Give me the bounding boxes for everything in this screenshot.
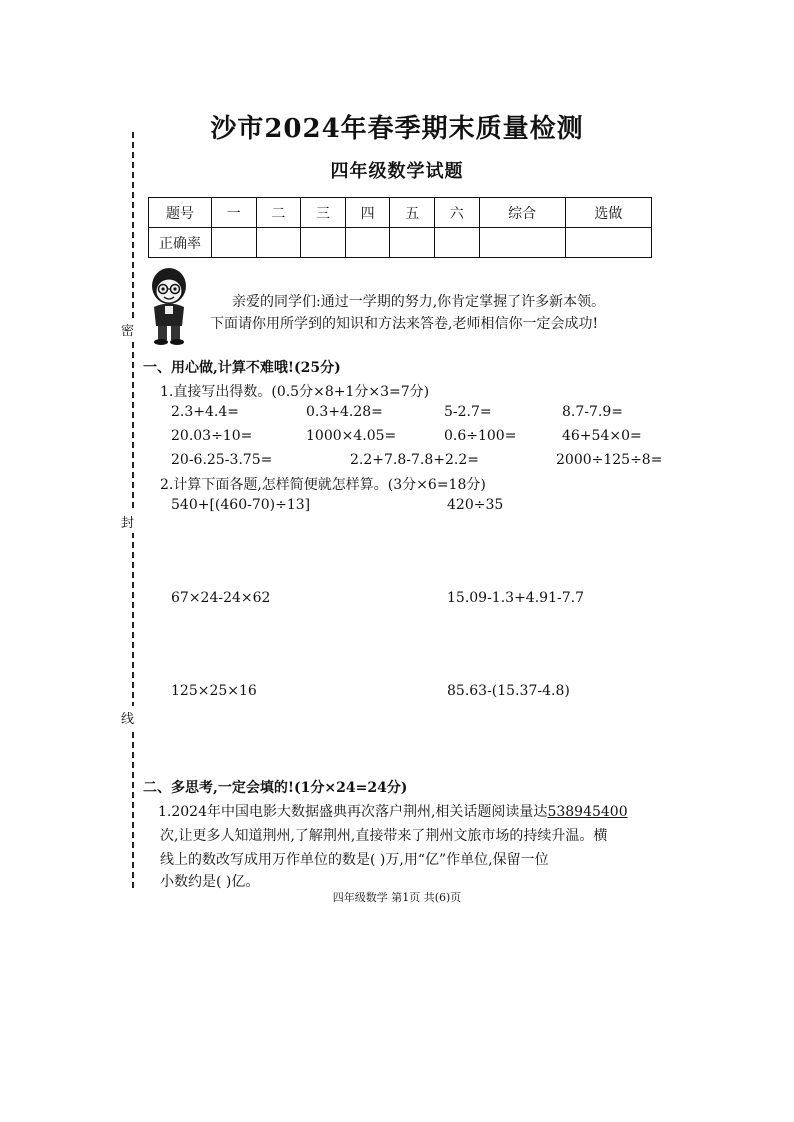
score-blank-cell[interactable] — [390, 228, 435, 258]
question-1-prompt: 1.直接写出得数。(0.5分×8+1分×3=7分) — [160, 384, 430, 400]
score-blank-cell[interactable] — [256, 228, 301, 258]
score-blank-cell[interactable] — [434, 228, 479, 258]
question-2-prompt: 2.计算下面各题,怎样简便就怎样算。(3分×6=18分) — [160, 477, 486, 493]
section-2-heading: 二、多思考,一定会填的!(1分×24=24分) — [143, 780, 408, 796]
section-1-heading: 一、用心做,计算不难哦!(25分) — [143, 360, 341, 376]
oral-calc-item: 20-6.25-3.75= — [171, 452, 273, 468]
score-blank-cell[interactable] — [301, 228, 346, 258]
simplify-calc-item: 420÷35 — [447, 497, 504, 513]
accuracy-label: 正确率 — [149, 228, 212, 258]
margin-label-xian: 线 — [121, 706, 134, 729]
oral-calc-item: 0.3+4.28= — [306, 404, 383, 420]
score-blank-cell[interactable] — [345, 228, 390, 258]
fill-question-1-line-2: 次,让更多人知道荆州,了解荆州,直接带来了荆州文旅市场的持续升温。横 — [160, 828, 608, 844]
fill-question-1-text: 1.2024年中国电影大数据盛典再次落户荆州,相关话题阅读量达 — [158, 804, 548, 820]
score-cell: 四 — [345, 198, 390, 228]
fill-question-1-line-1 — [158, 801, 628, 821]
score-blank-cell[interactable] — [212, 228, 257, 258]
oral-calc-item: 8.7-7.9= — [562, 404, 623, 420]
simplify-calc-item: 85.63-(15.37-4.8) — [447, 683, 570, 699]
greeting-line-1: 亲爱的同学们:通过一学期的努力,你肯定掌握了许多新本领。 — [232, 294, 606, 310]
margin-label-mi: 密 — [121, 318, 134, 341]
score-cell: 题号 — [149, 198, 212, 228]
greeting-line-2: 下面请你用所学到的知识和方法来答卷,老师相信你一定会成功! — [210, 316, 599, 332]
score-table-accuracy-row — [149, 228, 652, 258]
score-cell: 三 — [301, 198, 346, 228]
score-cell: 一 — [212, 198, 257, 228]
oral-calc-item: 20.03÷10= — [171, 428, 253, 444]
score-blank-cell[interactable] — [565, 228, 651, 258]
simplify-calc-item: 15.09-1.3+4.91-7.7 — [447, 590, 584, 606]
fill-question-1-line-3: 线上的数改写成用万作单位的数是( )万,用“亿”作单位,保留一位 — [160, 852, 549, 868]
simplify-calc-item: 67×24-24×62 — [171, 590, 271, 606]
simplify-calc-item: 125×25×16 — [171, 683, 257, 699]
oral-calc-item: 1000×4.05= — [306, 428, 397, 444]
oral-calc-item: 2000÷125÷8= — [556, 452, 663, 468]
score-cell: 五 — [390, 198, 435, 228]
page-subtitle: 四年级数学试题 — [330, 161, 464, 182]
page-title: 沙市2024年春季期末质量检测 — [210, 114, 584, 144]
score-blank-cell[interactable] — [479, 228, 565, 258]
cartoon-student-icon — [145, 266, 193, 346]
fill-question-1-line-4: 小数约是( )亿。 — [160, 874, 260, 890]
score-cell: 六 — [434, 198, 479, 228]
score-table — [148, 197, 652, 258]
oral-calc-item: 5-2.7= — [444, 404, 492, 420]
score-cell: 选做 — [565, 198, 651, 228]
margin-label-feng: 封 — [121, 510, 134, 533]
oral-calc-item: 0.6÷100= — [444, 428, 517, 444]
score-cell: 综合 — [479, 198, 565, 228]
page-footer: 四年级数学 第1页 共(6)页 — [332, 891, 462, 904]
underlined-number: 538945400 — [547, 804, 628, 820]
score-table-header-row — [149, 198, 652, 228]
simplify-calc-item: 540+[(460-70)÷13] — [171, 497, 311, 513]
score-cell: 二 — [256, 198, 301, 228]
oral-calc-item: 2.3+4.4= — [171, 404, 239, 420]
oral-calc-item: 46+54×0= — [562, 428, 642, 444]
oral-calc-item: 2.2+7.8-7.8+2.2= — [350, 452, 479, 468]
